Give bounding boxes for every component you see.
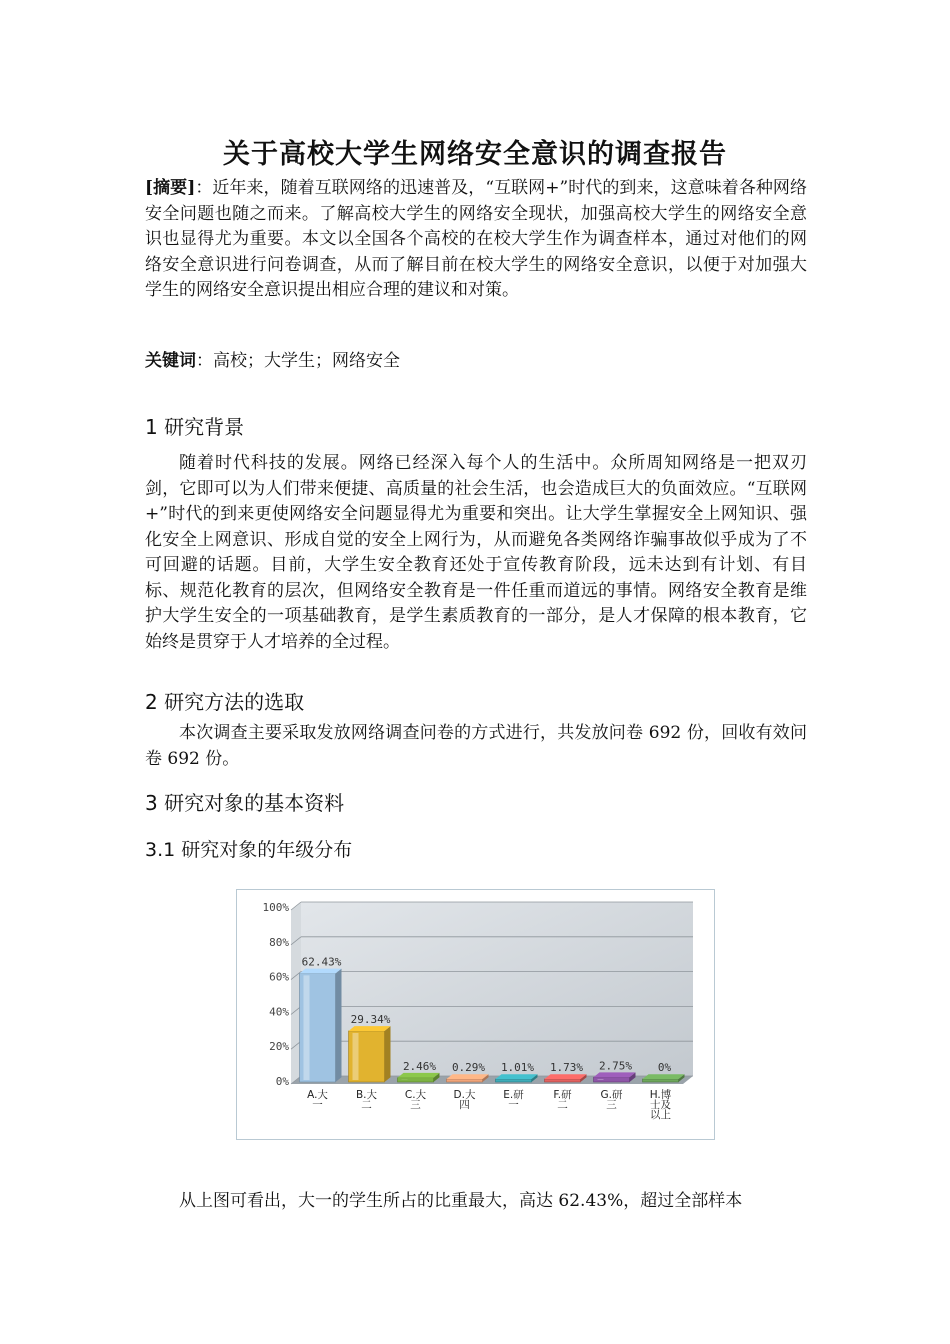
y-tick-label: 80% — [269, 935, 289, 949]
x-category-label: C.大 — [404, 1089, 427, 1101]
section-2-heading: 2 研究方法的选取 — [145, 690, 305, 714]
bar-front — [545, 1079, 581, 1082]
section-3-heading: 3 研究对象的基本资料 — [145, 791, 345, 815]
x-category-label: 士及 — [650, 1099, 671, 1111]
bar-value-label: 2.75% — [598, 1059, 633, 1073]
x-category-label: D.大 — [453, 1089, 476, 1101]
bar-value-label: 0% — [657, 1061, 672, 1075]
x-category-label: 二 — [361, 1099, 372, 1111]
bar-value-label: 0.29% — [451, 1061, 486, 1075]
y-tick-label: 40% — [269, 1005, 289, 1019]
bar-top — [643, 1074, 685, 1079]
section-2-body: 本次调查主要采取发放网络调查问卷的方式进行，共发放问卷 692 份，回收有效问卷 692 份。 — [145, 723, 807, 769]
abstract-label: [摘要] — [145, 178, 196, 198]
x-category-label: 二 — [557, 1099, 568, 1111]
bar-side — [385, 1026, 391, 1082]
after-chart-paragraph: 从上图可看出，大一的学生所占的比重最大，高达 62.43%，超过全部样本 — [179, 1191, 743, 1211]
bar-front — [447, 1079, 483, 1082]
bar-top — [545, 1074, 587, 1079]
y-tick-label: 0% — [275, 1075, 289, 1088]
bar-value-label: 29.34% — [350, 1013, 391, 1027]
keywords-label: 关键词 — [145, 351, 196, 371]
x-category-label: A.大 — [307, 1089, 328, 1101]
x-category-label: E.研 — [503, 1089, 524, 1101]
section-1-body: 随着时代科技的发展。网络已经深入每个人的生活中。众所周知网络是一把双刃剑，它即可以为人们带来便捷、高质量的社会生活，也会造成巨大的负面效应。“互联网+”时代的到来更使网络安全问题显得尤为重要和突出。让大学生掌握安全上网知识、强化安全上网意识、形成自觉的安全上网行为，从而避免各类网络诈骗事故似乎成为了不可回避的话题。目前，大学生安全教育还处于宣传教育阶段，远未达到有计划、有目标、规范化教育的层次，但网络安全教育是一件任重而道远的事情。网络安全教育是维护大学生安全的一项基础教育，是学生素质教育的一部分，是人才保障的根本教育，它始终是贯穿于人才培养的全过程。 — [145, 453, 807, 652]
bar-front — [643, 1079, 679, 1082]
x-category-label: B.大 — [355, 1089, 378, 1101]
x-category-label: 一 — [312, 1099, 323, 1111]
section-1-heading: 1 研究背景 — [145, 415, 245, 439]
bar-highlight — [598, 1079, 604, 1080]
y-tick-label: 60% — [269, 970, 289, 984]
bar-side — [336, 969, 342, 1082]
abstract-text: ：近年来，随着互联网络的迅速普及，“互联网+”时代的到来，这意味着各种网络安全问题也随之而来。了解高校大学生的网络安全现状，加强高校大学生的网络安全意识也显得尤为重要。本文以全国各个高校的在校大学生作为调查样本，通过对他们的网络安全意识进行问卷调查，从而了解目前在校大学生的网络安全意识，以便于对加强大学生的网络安全意识提出相应合理的建议和对策。 — [145, 178, 807, 300]
y-tick-label: 20% — [269, 1040, 289, 1054]
abstract-paragraph — [145, 176, 807, 304]
bar-highlight — [304, 975, 310, 1080]
y-tick-label: 100% — [262, 901, 289, 914]
bar-top — [398, 1073, 440, 1078]
bar-value-label: 1.01% — [500, 1061, 535, 1075]
bar-front — [496, 1079, 532, 1082]
bar-value-label: 62.43% — [301, 955, 342, 969]
x-category-label: 四 — [459, 1099, 470, 1111]
bar-top — [496, 1074, 538, 1079]
chart-canvas — [237, 890, 714, 1139]
section-3-1-heading: 3.1 研究对象的年级分布 — [145, 839, 353, 861]
x-category-label: H.博 — [649, 1089, 672, 1101]
x-category-label: 以上 — [650, 1109, 671, 1121]
bar-value-label: 2.46% — [402, 1059, 437, 1073]
x-category-label: 三 — [606, 1099, 617, 1111]
x-category-label: F.研 — [553, 1089, 572, 1101]
bar-top — [300, 969, 342, 974]
document-title: 关于高校大学生网络安全意识的调查报告 — [223, 139, 727, 170]
grade-distribution-chart — [236, 889, 715, 1140]
keywords-text: ：高校；大学生；网络安全 — [196, 351, 400, 371]
x-category-label: 一 — [508, 1099, 519, 1111]
bar-top — [594, 1072, 636, 1077]
bar-top — [447, 1074, 489, 1079]
keywords-paragraph — [145, 349, 807, 375]
x-category-label: G.研 — [600, 1089, 623, 1101]
bar-highlight — [353, 1033, 359, 1080]
bar-top — [349, 1026, 391, 1031]
bar-value-label: 1.73% — [549, 1061, 584, 1075]
x-category-label: 三 — [410, 1099, 421, 1111]
